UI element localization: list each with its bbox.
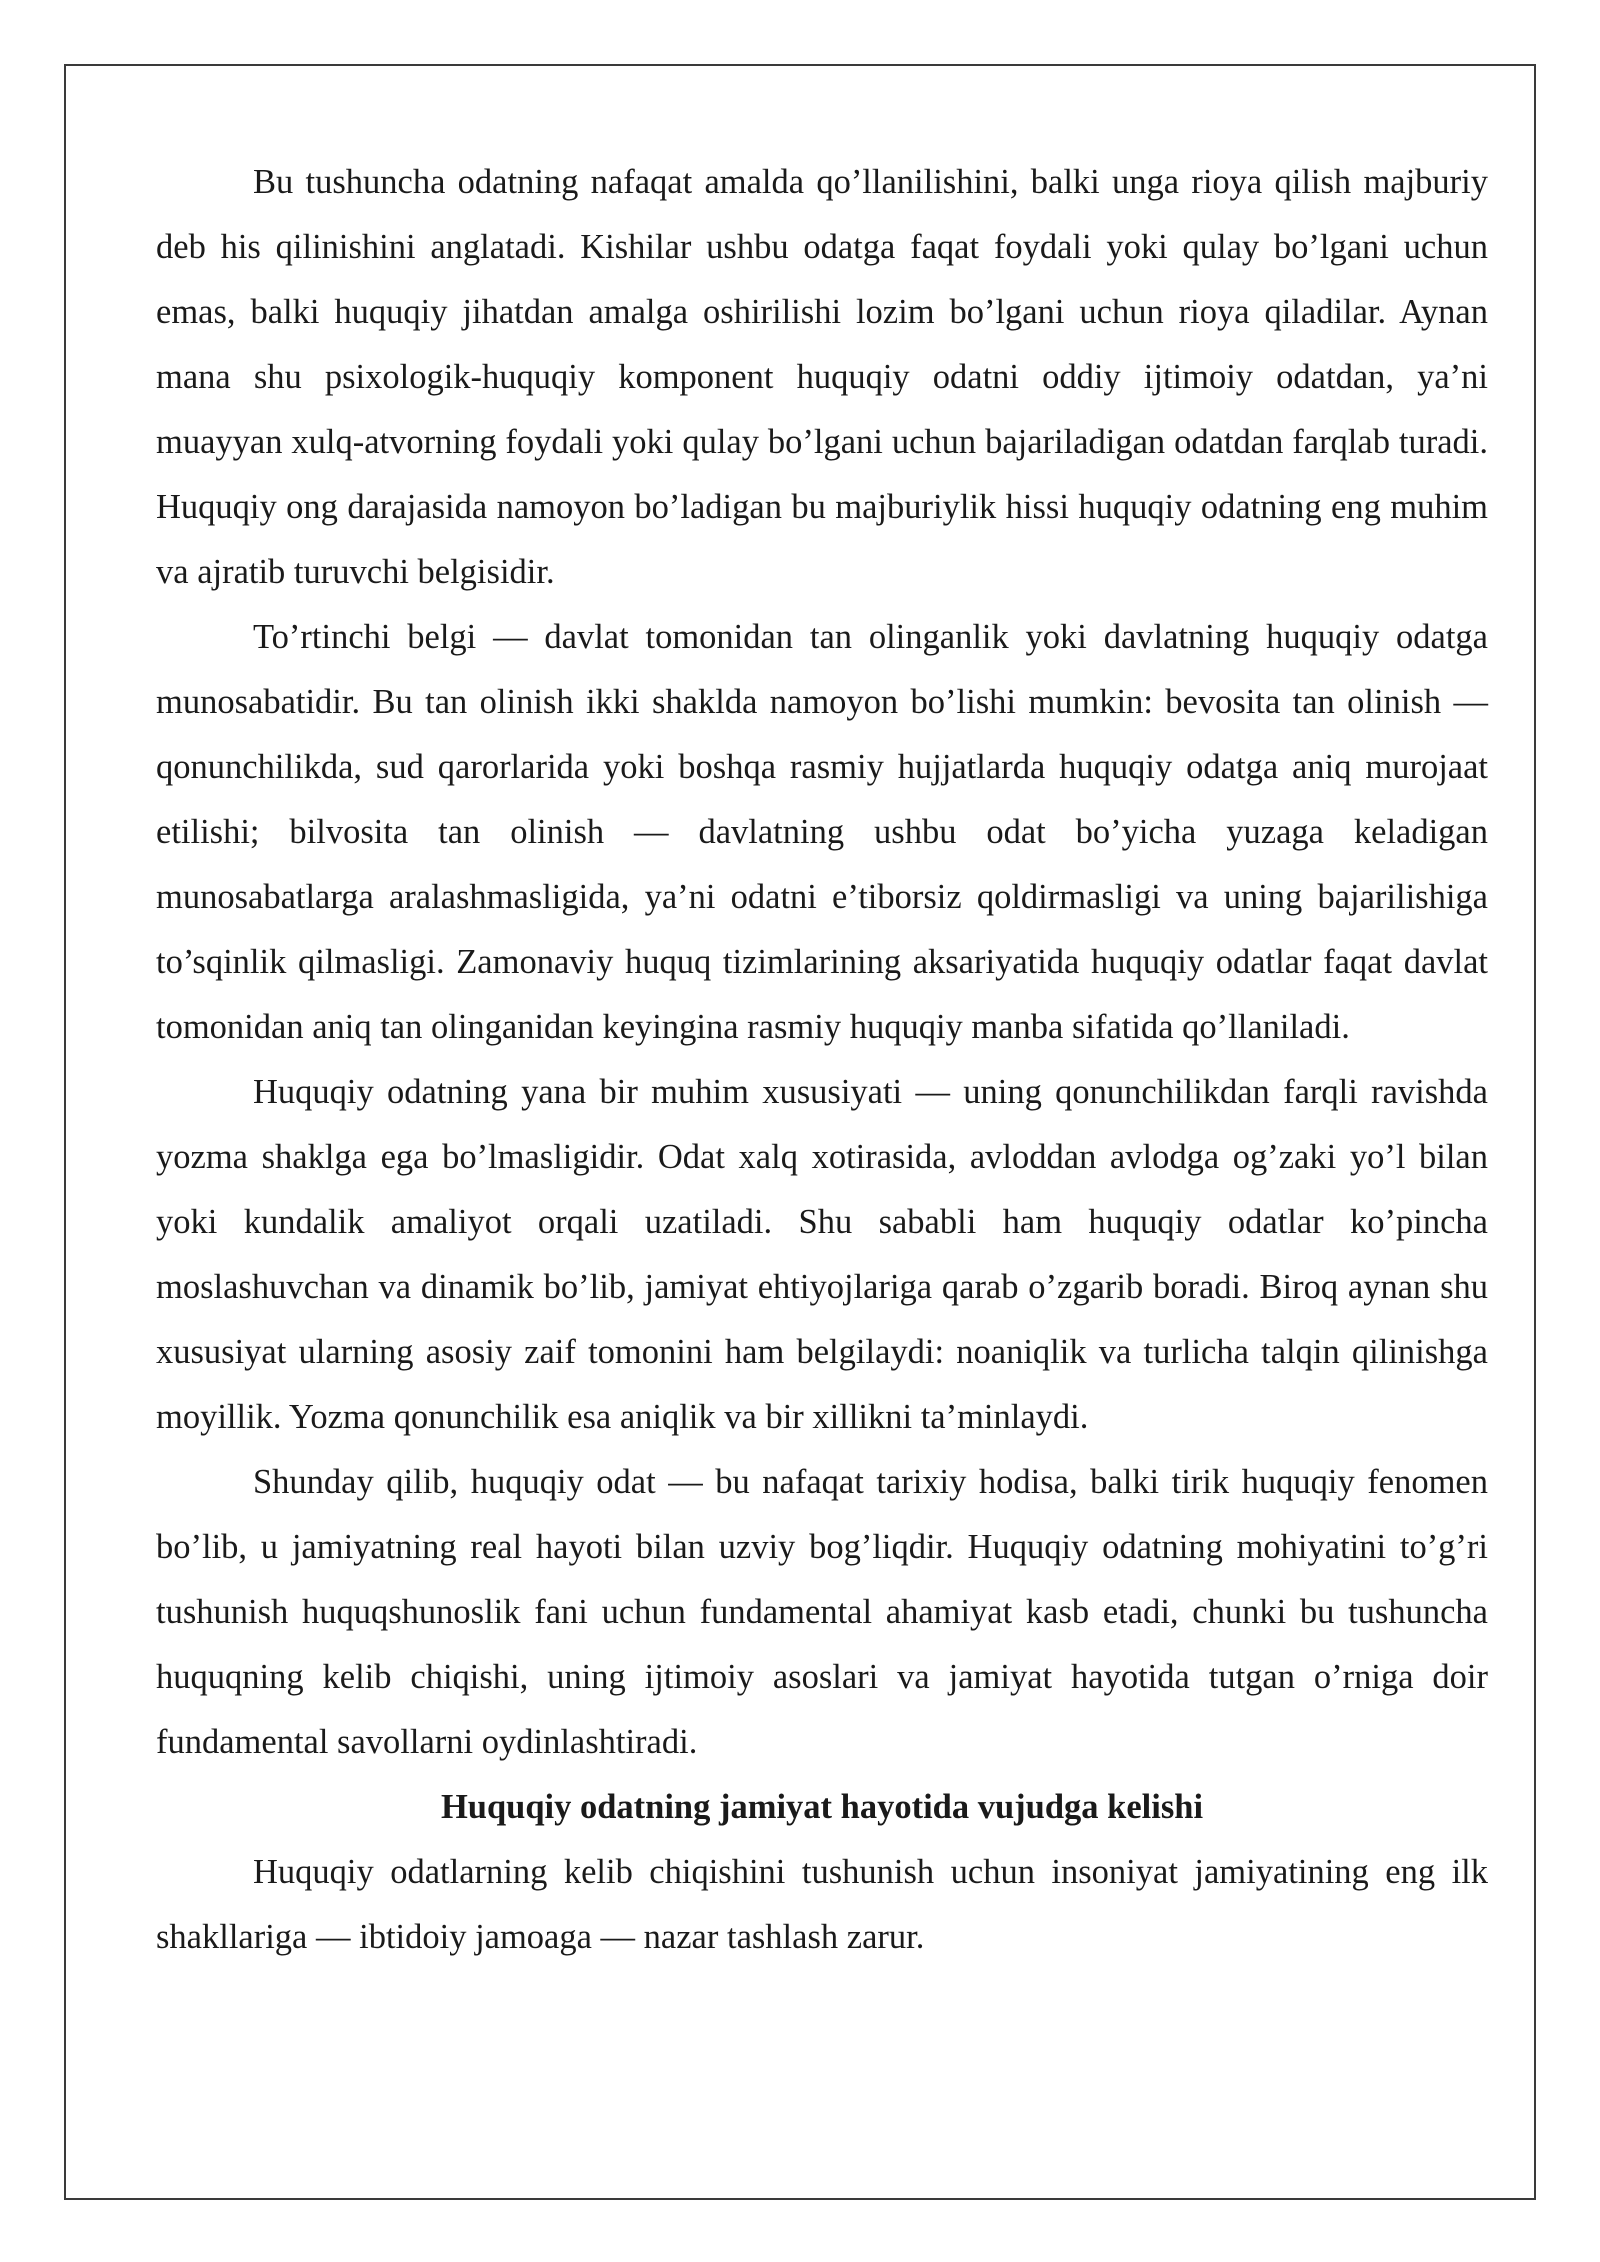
paragraph-2: To’rtinchi belgi — davlat tomonidan tan olinganlik yoki davlatning huquqiy odatga munosabatidir. Bu tan olinish ikki shaklda namoyon bo’lishi mumkin: bevosita tan olinish — qonunchilikda, sud qarorlarida yoki boshqa rasmiy hujjatlarda huquqiy odatga aniq murojaat etilishi; bilvosita tan olinish — davlatning ushbu odat bo’yicha yuzaga keladigan munosabatlarga aralashmasligida, ya’ni odatni e’tiborsiz qoldirmasligi va uning bajarilishiga to’sqinlik qilmasligi. Zamonaviy huquq tizimlarining aksariyatida huquqiy odatlar faqat davlat tomonidan aniq tan olinganidan keyingina rasmiy huquqiy manba sifatida qo’llaniladi. [156, 618, 1488, 1046]
paragraph-1: Bu tushuncha odatning nafaqat amalda qo’llanilishini, balki unga rioya qilish majburiy deb his qilinishini anglatadi. Kishilar ushbu odatga faqat foydali yoki qulay bo’lgani uchun emas, balki huquqiy jihatdan amalga oshirilishi lozim bo’lgani uchun rioya qiladilar. Aynan mana shu psixologik-huquqiy komponent huquqiy odatni oddiy ijtimoiy odatdan, ya’ni muayyan xulq-atvorning foydali yoki qulay bo’lgani uchun bajariladigan odatdan farqlab turadi. Huquqiy ong darajasida namoyon bo’ladigan bu majburiylik hissi huquqiy odatning eng muhim va ajratib turuvchi belgisidir. [156, 163, 1488, 591]
paragraph-5: Huquqiy odatlarning kelib chiqishini tushunish uchun insoniyat jamiyatining eng ilk shakllariga — ibtidoiy jamoaga — nazar tashlash zarur. [156, 1853, 1488, 1956]
paragraph-3: Huquqiy odatning yana bir muhim xususiyati — uning qonunchilikdan farqli ravishda yozma shaklga ega bo’lmasligidir. Odat xalq xotirasida, avloddan avlodga og’zaki yo’l bilan yoki kundalik amaliyot orqali uzatiladi. Shu sababli ham huquqiy odatlar ko’pincha moslashuvchan va dinamik bo’lib, jamiyat ehtiyojlariga qarab o’zgarib boradi. Biroq aynan shu xususiyat ularning asosiy zaif tomonini ham belgilaydi: noaniqlik va turlicha talqin qilinishga moyillik. Yozma qonunchilik esa aniqlik va bir xillikni ta’minlaydi. [156, 1073, 1488, 1436]
page-frame [64, 64, 1536, 2200]
section-heading: Huquqiy odatning jamiyat hayotida vujudga kelishi [440, 1788, 1204, 1826]
document-body [156, 150, 1488, 1970]
paragraph-4: Shunday qilib, huquqiy odat — bu nafaqat tarixiy hodisa, balki tirik huquqiy fenomen bo’lib, u jamiyatning real hayoti bilan uzviy bog’liqdir. Huquqiy odatning mohiyatini to’g’ri tushunish huquqshunoslik fani uchun fundamental ahamiyat kasb etadi, chunki bu tushuncha huquqning kelib chiqishi, uning ijtimoiy asoslari va jamiyat hayotida tutgan o’rniga doir fundamental savollarni oydinlashtiradi. [156, 1463, 1488, 1761]
